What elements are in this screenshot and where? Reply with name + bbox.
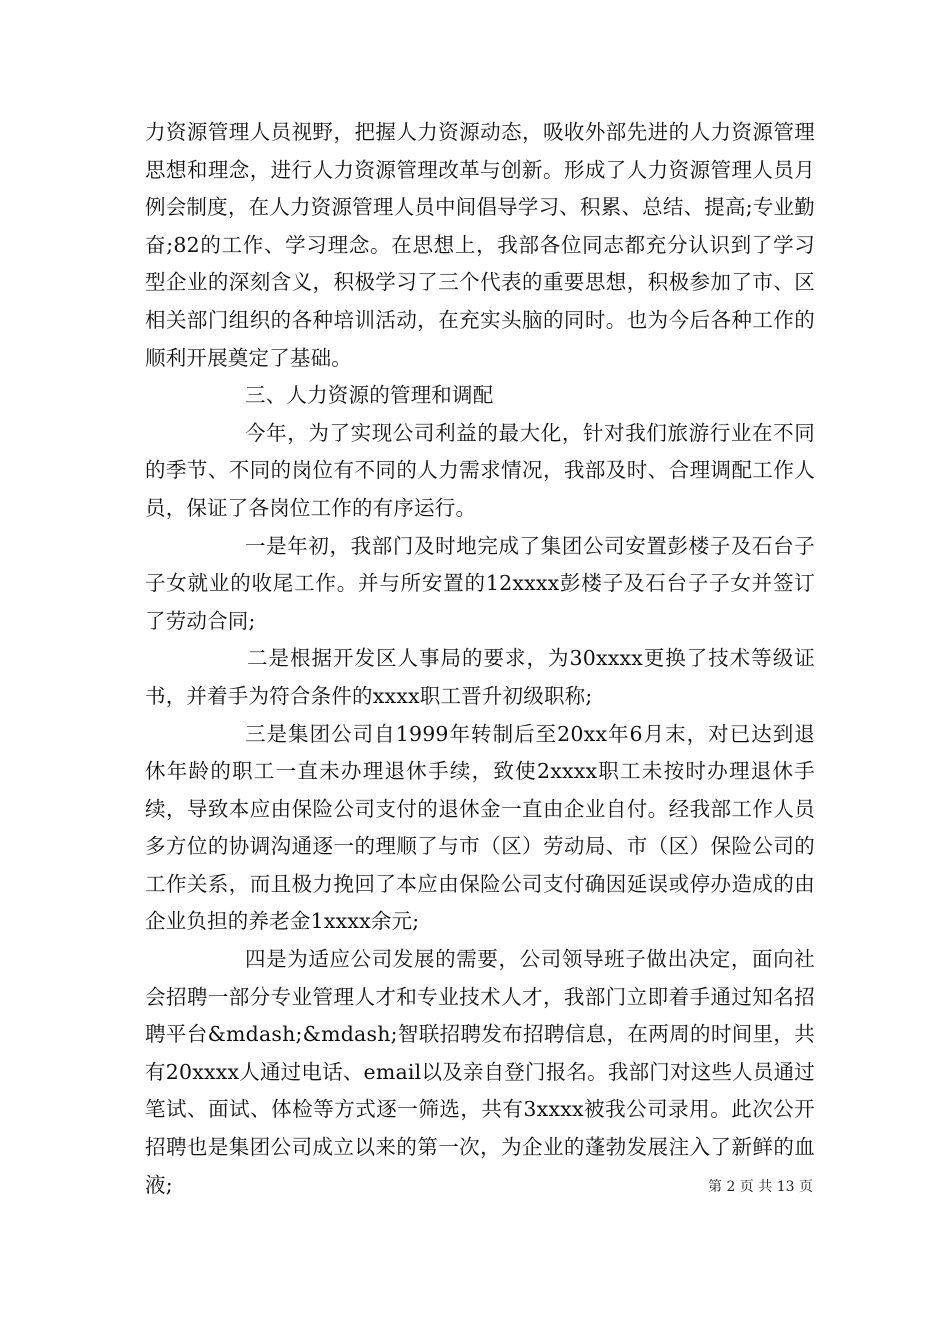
paragraph-continued: 力资源管理人员视野，把握人力资源动态，吸收外部先进的人力资源管理思想和理念，进行人力资源管理改革与创新。形成了人力资源管理人员月例会制度，在人力资源管理人员中间倡导学习、积累、总结、提高;专业勤奋;82的工作、学习理念。在思想上，我部各位同志都充分认识到了学习型企业的深刻含义，积极学习了三个代表的重要思想，积极参加了市、区相关部门组织的各种培训活动，在充实头脑的同时。也为今后各种工作的顺利开展奠定了基础。 [145, 120, 815, 370]
section-heading: 三、人力资源的管理和调配 [245, 383, 494, 408]
document-body [145, 114, 815, 1204]
paragraph-item-1: 一是年初，我部门及时地完成了集团公司安置彭楼子及石台子子女就业的收尾工作。并与所安置的12xxxx彭楼子及石台子子女并签订了劳动合同; [145, 533, 815, 633]
page-number: 第 2 页 共 13 页 [708, 1179, 813, 1195]
paragraph-item-4: 四是为适应公司发展的需要，公司领导班子做出决定，面向社会招聘一部分专业管理人才和专业技术人才，我部门立即着手通过知名招聘平台&mdash;&mdash;智联招聘发布招聘信息，在两周的时间里，共有20xxxx人通过电话、email以及亲自登门报名。我部门对这些人员通过笔试、面试、体检等方式逐一筛选，共有3xxxx被我公司录用。此次公开招聘也是集团公司成立以来的第一次，为企业的蓬勃发展注入了新鲜的血液; [145, 947, 815, 1197]
paragraph-item-3: 三是集团公司自1999年转制后至20xx年6月末，对已达到退休年龄的职工一直未办理退休手续，致使2xxxx职工未按时办理退休手续，导致本应由保险公司支付的退休金一直由企业自付。经我部工作人员多方位的协调沟通逐一的理顺了与市（区）劳动局、市（区）保险公司的工作关系，而且极力挽回了本应由保险公司支付确因延误或停办造成的由企业负担的养老金1xxxx余元; [145, 721, 815, 934]
paragraph-item-2: 二是根据开发区人事局的要求，为30xxxx更换了技术等级证书，并着手为符合条件的xxxx职工晋升初级职称; [145, 646, 815, 708]
paragraph-intro: 今年，为了实现公司利益的最大化，针对我们旅游行业在不同的季节、不同的岗位有不同的人力需求情况，我部及时、合理调配工作人员，保证了各岗位工作的有序运行。 [145, 420, 815, 520]
